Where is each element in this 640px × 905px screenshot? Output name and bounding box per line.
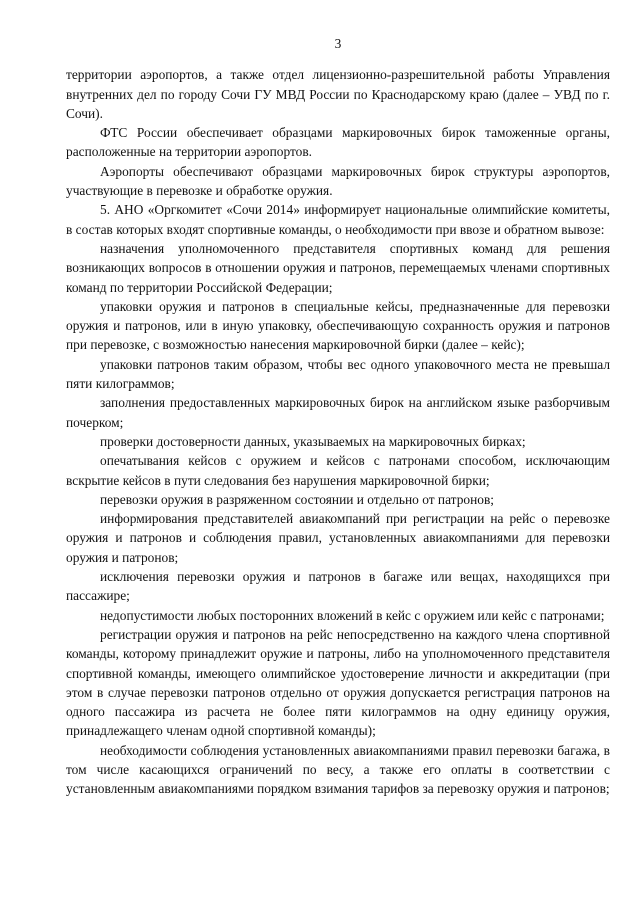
paragraph: Аэропорты обеспечивают образцами маркировочных бирок структуры аэропортов, участвующие в перевозке и обработке оружия. [66, 163, 610, 199]
paragraph: 5. АНО «Оргкомитет «Сочи 2014» информирует национальные олимпийские комитеты, в состав которых входят спортивные команды, о необходимости при ввозе и обратном вывозе: [66, 202, 610, 237]
paragraph: заполнения предоставленных маркировочных бирок на английском языке разборчивым почерком; [66, 395, 610, 430]
paragraph: ФТС России обеспечивает образцами маркировочных бирок таможенные органы, расположенные на территории аэропортов. [66, 125, 610, 160]
paragraph: недопустимости любых посторонних вложений в кейс с оружием или кейс с патронами; [100, 607, 605, 623]
paragraph: упаковки патронов таким образом, чтобы вес одного упаковочного места не превышал пяти килограммов; [66, 356, 610, 392]
page-number: 3 [334, 36, 342, 51]
paragraph: перевозки оружия в разряженном состоянии и отдельно от патронов; [100, 491, 494, 507]
paragraph: регистрации оружия и патронов на рейс непосредственно на каждого члена спортивной команды, которому принадлежит оружие и патроны, либо на уполномоченного представителя спортивной команды, имеющего олимпийское удостоверение личности и аккредитации (при этом в случае перевозки патронов отдельно от оружия допускается регистрация патронов на одного пассажира из расчета не более пяти килограммов на одну единицу оружия, принадлежащего членам одной спортивной команды); [66, 626, 610, 739]
paragraph: информирования представителей авиакомпаний при регистрации на рейс о перевозке оружия и патронов и соблюдения правил, установленных авиакомпаниями для перевозки оружия и патронов; [66, 511, 610, 565]
paragraph: территории аэропортов, а также отдел лицензионно-разрешительной работы Управления внутренних дел по городу Сочи ГУ МВД России по Краснодарскому краю (далее – УВД по г. Сочи). [66, 67, 610, 121]
paragraph: исключения перевозки оружия и патронов в багаже или вещах, находящихся при пассажире; [66, 569, 610, 604]
paragraph: проверки достоверности данных, указываемых на маркировочных бирках; [100, 433, 526, 449]
document-body [66, 65, 610, 798]
paragraph: упаковки оружия и патронов в специальные кейсы, предназначенные для перевозки оружия и патронов, или в иную упаковку, обеспечивающую сохранность оружия и патронов при перевозке, с возможностью нанесения маркировочной бирки (далее – кейс); [66, 298, 610, 353]
paragraph: необходимости соблюдения установленных авиакомпаниями правил перевозки багажа, в том числе касающихся ограничений по весу, а также его оплаты в соответствии с установленным авиакомпаниями порядком взимания тарифов за перевозку оружия и патронов; [66, 742, 610, 797]
paragraph: опечатывания кейсов с оружием и кейсов с патронами способом, исключающим вскрытие кейсов в пути следования без нарушения маркировочной бирки; [66, 453, 610, 488]
paragraph: назначения уполномоченного представителя спортивных команд для решения возникающих вопросов в отношении оружия и патронов, перемещаемых членами спортивных команд по территории Российской Федерации; [66, 240, 610, 295]
